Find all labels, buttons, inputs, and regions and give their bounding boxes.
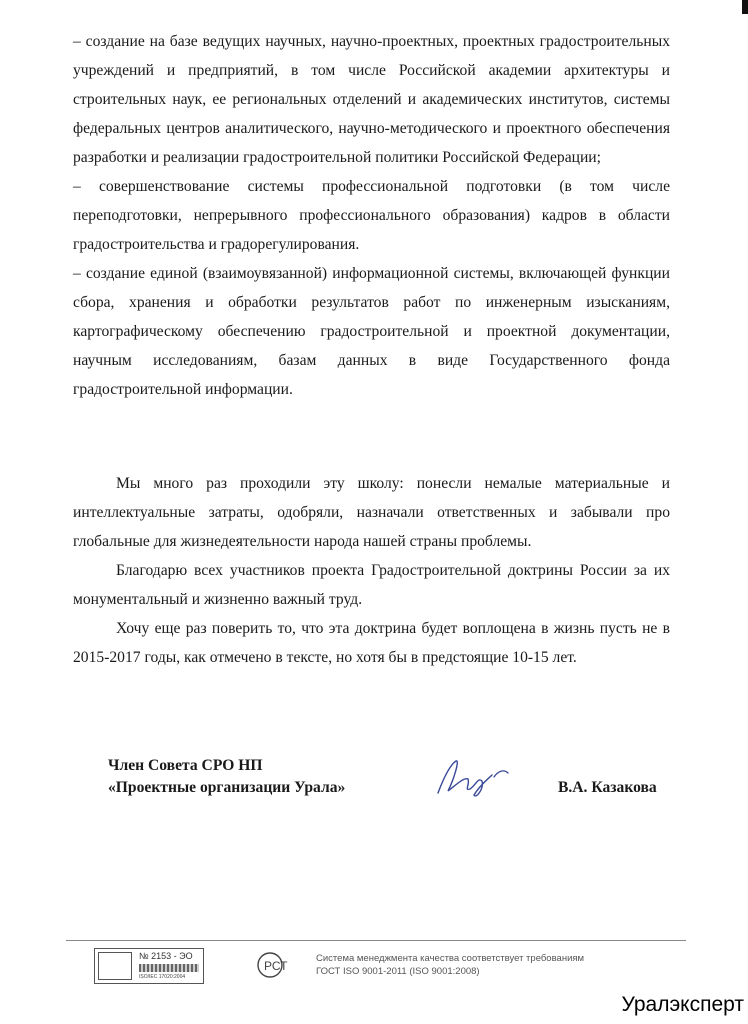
handwritten-signature xyxy=(430,755,515,800)
paragraph: – совершенствование системы профессиональной подготовки (в том числе переподготовки, непрерывного профессионального образования) кадров в области градостроительства и градорегулирования. xyxy=(73,178,670,253)
scan-corner-mark xyxy=(742,0,748,14)
signatory-name: В.А. Казакова xyxy=(558,779,657,796)
bullet-list xyxy=(73,27,670,404)
signature-block xyxy=(0,755,748,815)
organization-line: «Проектные организации Урала» xyxy=(108,779,346,796)
paragraph: – создание единой (взаимоувязанной) информационной системы, включающей функции сбора, хранения и обработки результатов работ по инженерным изысканиям, картографическому обеспечению градостроительной и проектной документации, научным исследованиям, базам данных в виде Государственного фонда градостроительной информации. xyxy=(73,265,670,398)
position-line: Член Совета СРО НП xyxy=(108,757,263,774)
rst-mark-text: РСТ xyxy=(264,959,288,973)
accreditation-logo xyxy=(94,948,204,984)
accreditation-emblem-icon xyxy=(98,952,132,980)
quality-statement xyxy=(316,952,584,978)
accreditation-standard: ISO/IEC 17020:2004 xyxy=(139,974,186,980)
paragraph: – создание на базе ведущих научных, научно-проектных, проектных градостроительных учреждений и предприятий, в том числе Российской академии архитектуры и строительных наук, ее региональных отделений и академических институтов, системы федеральных центров аналитического, научно-методического и проектного обеспечения разработки и реализации градостроительной политики Российской Федерации; xyxy=(73,33,670,166)
page-footer xyxy=(66,940,686,990)
footer-divider xyxy=(66,940,686,941)
signatory-position xyxy=(108,755,345,799)
accreditation-stripe xyxy=(139,964,199,972)
paragraph: Благодарю всех участников проекта Градостроительной доктрины России за их монументальный и жизненно важный труд. xyxy=(73,562,670,608)
paragraph: Хочу еще раз поверить то, что эта доктрина будет воплощена в жизнь пусть не в 2015-2017 годы, как отмечено в тексте, но хотя бы в предстоящие 10-15 лет. xyxy=(73,620,670,666)
source-watermark: Уралэксперт xyxy=(621,993,744,1016)
quality-line: Система менеджмента качества соответствует требованиям xyxy=(316,953,585,964)
quality-standard-line: ГОСТ ISO 9001-2011 (ISO 9001:2008) xyxy=(316,966,480,977)
rst-certification-logo xyxy=(256,948,302,982)
paragraph: Мы много раз проходили эту школу: понесли немалые материальные и интеллектуальные затраты, одобряли, назначали ответственных и забывали про глобальные для жизнедеятельности народа нашей страны проблемы. xyxy=(73,475,670,550)
accreditation-number: № 2153 - ЭО xyxy=(139,951,193,961)
closing-paragraphs xyxy=(73,469,670,672)
